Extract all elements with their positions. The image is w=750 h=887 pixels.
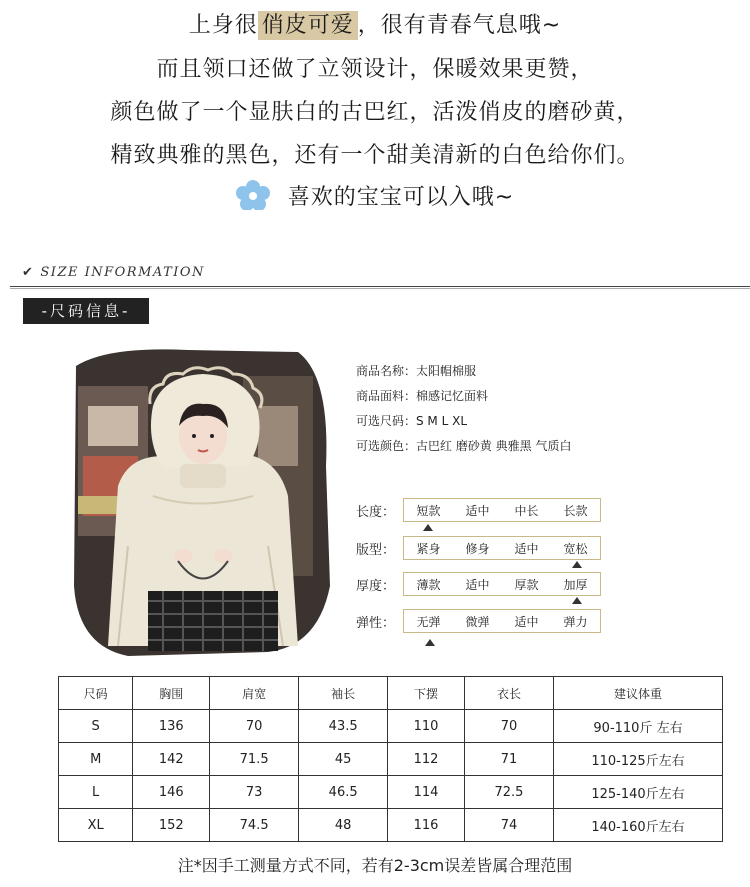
table-cell: S	[59, 710, 133, 743]
table-cell: 125-140斤左右	[554, 776, 723, 809]
size-information-text: SIZE INFORMATION	[40, 265, 205, 280]
length-option: 长款	[563, 504, 588, 518]
product-sizes: 可选尺码：S M L XL	[356, 414, 468, 428]
thickness-option: 适中	[465, 578, 490, 592]
intro-line-4: 精致典雅的黑色，还有一个甜美清新的白色给你们。	[110, 143, 640, 168]
table-cell: 112	[388, 743, 465, 776]
table-cell: 146	[133, 776, 210, 809]
fit-option: 适中	[514, 542, 539, 556]
thickness-option: 加厚	[563, 578, 588, 592]
table-cell: 48	[299, 809, 388, 842]
table-header: 袖长	[299, 677, 388, 710]
flower-icon	[236, 180, 270, 210]
table-cell: 136	[133, 710, 210, 743]
size-table	[58, 676, 723, 842]
intro-line-3: 颜色做了一个显肤白的古巴红，活泼俏皮的磨砂黄，	[110, 100, 640, 125]
size-badge: -尺码信息-	[23, 298, 149, 324]
table-cell: 72.5	[464, 776, 553, 809]
fit-option: 修身	[465, 542, 490, 556]
table-header-row	[59, 677, 723, 710]
table-cell: M	[59, 743, 133, 776]
elasticity-option: 适中	[514, 615, 539, 629]
elasticity-option: 弹力	[563, 615, 588, 629]
table-cell: XL	[59, 809, 133, 842]
table-cell: 71	[464, 743, 553, 776]
table-cell: 71.5	[210, 743, 299, 776]
fit-marker-icon	[572, 561, 582, 568]
length-scale	[403, 498, 601, 522]
fit-option: 紧身	[416, 542, 441, 556]
table-cell: 116	[388, 809, 465, 842]
fit-option: 宽松	[563, 542, 588, 556]
table-cell: 140-160斤左右	[554, 809, 723, 842]
table-cell: 110	[388, 710, 465, 743]
elasticity-marker-icon	[425, 639, 435, 646]
length-option: 适中	[465, 504, 490, 518]
table-row	[59, 710, 723, 743]
table-row	[59, 809, 723, 842]
intro-highlight: 俏皮可爱	[258, 11, 358, 40]
elasticity-scale	[403, 609, 601, 633]
intro-line-1-end: ，很有青春气息哦~	[357, 13, 562, 38]
table-cell: 74.5	[210, 809, 299, 842]
thickness-option: 厚款	[514, 578, 539, 592]
fit-scale	[403, 536, 601, 560]
table-header: 尺码	[59, 677, 133, 710]
divider	[10, 286, 750, 287]
elasticity-option: 无弹	[416, 615, 441, 629]
product-colors: 可选颜色：古巴红 磨砂黄 典雅黑 气质白	[356, 439, 572, 453]
table-cell: 43.5	[299, 710, 388, 743]
product-fabric: 商品面料：棉感记忆面料	[356, 389, 489, 403]
table-header: 肩宽	[210, 677, 299, 710]
product-photo	[68, 346, 330, 658]
table-cell: 45	[299, 743, 388, 776]
length-option: 短款	[416, 504, 441, 518]
check-icon: ✔	[22, 265, 35, 280]
fit-label: 版型：	[356, 543, 396, 558]
table-row	[59, 743, 723, 776]
table-row	[59, 776, 723, 809]
table-header: 胸围	[133, 677, 210, 710]
table-cell: 73	[210, 776, 299, 809]
length-marker-icon	[423, 524, 433, 531]
elasticity-label: 弹性：	[356, 616, 396, 631]
divider-shadow	[10, 288, 750, 289]
table-cell: 152	[133, 809, 210, 842]
thickness-marker-icon	[572, 597, 582, 604]
intro-line-5-text: 喜欢的宝宝可以入哦~	[287, 185, 515, 210]
elasticity-option: 微弹	[465, 615, 490, 629]
intro-line-5	[0, 180, 750, 213]
size-information-header	[22, 265, 205, 280]
intro-line-2: 而且领口还做了立领设计，保暖效果更赞，	[156, 57, 594, 82]
table-cell: 114	[388, 776, 465, 809]
thickness-scale	[403, 572, 601, 596]
table-cell: 70	[210, 710, 299, 743]
intro-line-1-start: 上身很	[188, 13, 258, 38]
table-cell: 90-110斤 左右	[554, 710, 723, 743]
thickness-option: 薄款	[416, 578, 441, 592]
product-name: 商品名称：太阳帽棉服	[356, 364, 477, 378]
length-label: 长度：	[356, 505, 396, 520]
table-header: 下摆	[388, 677, 465, 710]
table-cell: L	[59, 776, 133, 809]
table-cell: 46.5	[299, 776, 388, 809]
thickness-label: 厚度：	[356, 579, 396, 594]
table-cell: 70	[464, 710, 553, 743]
measurement-note: 注*因手工测量方式不同，若有2-3cm误差皆属合理范围	[177, 856, 573, 875]
table-cell: 142	[133, 743, 210, 776]
length-option: 中长	[514, 504, 539, 518]
table-cell: 110-125斤左右	[554, 743, 723, 776]
table-header: 建议体重	[554, 677, 723, 710]
intro-line-1	[0, 8, 750, 39]
table-cell: 74	[464, 809, 553, 842]
table-header: 衣长	[464, 677, 553, 710]
